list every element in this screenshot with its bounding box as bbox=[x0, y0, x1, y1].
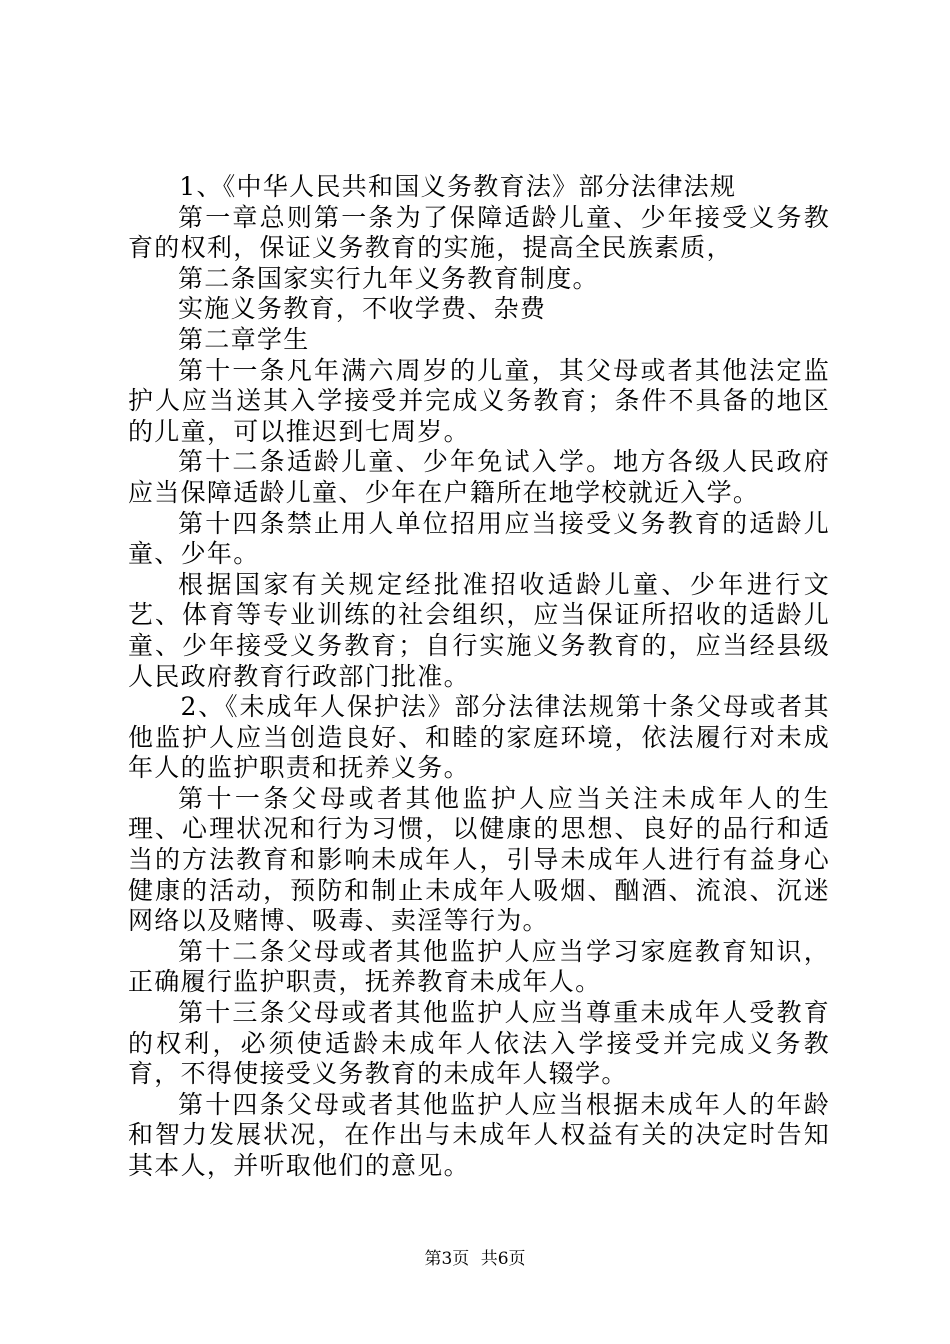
paragraph-minors-article-twelve: 第十二条父母或者其他监护人应当学习家庭教育知识，正确履行监护职责，抚养教育未成年人。 bbox=[128, 936, 830, 997]
paragraph-article-two: 第二条国家实行九年义务教育制度。 bbox=[178, 263, 599, 293]
paragraph-minors-article-fourteen: 第十四条父母或者其他监护人应当根据未成年人的年龄和智力发展状况，在作出与未成年人权益有关的决定时告知其本人，并听取他们的意见。 bbox=[128, 1089, 830, 1180]
paragraph-no-fees: 实施义务教育，不收学费、杂费 bbox=[178, 294, 547, 324]
page-number: 第3页 bbox=[424, 1249, 470, 1269]
document-body bbox=[128, 172, 830, 1182]
page-total: 共6页 bbox=[480, 1249, 526, 1269]
paragraph-chapter-one-article-one: 第一章总则第一条为了保障适龄儿童、少年接受义务教育的权利，保证义务教育的实施，提高全民族素质， bbox=[128, 202, 830, 263]
paragraph-minors-article-eleven: 第十一条父母或者其他监护人应当关注未成年人的生理、心理状况和行为习惯，以健康的思想、良好的品行和适当的方法教育和影响未成年人，引导未成年人进行有益身心健康的活动，预防和制止未成年人吸烟、酗酒、流浪、沉迷网络以及赌博、吸毒、卖淫等行为。 bbox=[128, 783, 830, 936]
section-heading-compulsory-education-law: 1、《中华人民共和国义务教育法》部分法律法规 bbox=[179, 172, 737, 201]
section-heading-minors-protection-law: 2、《未成年人保护法》部分法律法规第十条父母或者其他监护人应当创造良好、和睦的家庭环境，依法履行对未成年人的监护职责和抚养义务。 bbox=[128, 692, 830, 783]
paragraph-article-twelve: 第十二条适龄儿童、少年免试入学。地方各级人民政府应当保障适龄儿童、少年在户籍所在地学校就近入学。 bbox=[128, 447, 830, 507]
paragraph-article-eleven: 第十一条凡年满六周岁的儿童，其父母或者其他法定监护人应当送其入学接受并完成义务教育；条件不具备的地区的儿童，可以推迟到七周岁。 bbox=[128, 355, 830, 446]
paragraph-chapter-two: 第二章学生 bbox=[178, 324, 310, 354]
page-footer bbox=[0, 1244, 950, 1269]
paragraph-article-fourteen: 第十四条禁止用人单位招用应当接受义务教育的适龄儿童、少年。 bbox=[128, 508, 830, 569]
paragraph-minors-article-thirteen: 第十三条父母或者其他监护人应当尊重未成年人受教育的权利，必须使适龄未成年人依法入学接受并完成义务教育，不得使接受义务教育的未成年人辍学。 bbox=[128, 998, 830, 1089]
paragraph-special-training: 根据国家有关规定经批准招收适龄儿童、少年进行文艺、体育等专业训练的社会组织，应当保证所招收的适龄儿童、少年接受义务教育；自行实施义务教育的，应当经县级人民政府教育行政部门批准。 bbox=[128, 569, 830, 691]
